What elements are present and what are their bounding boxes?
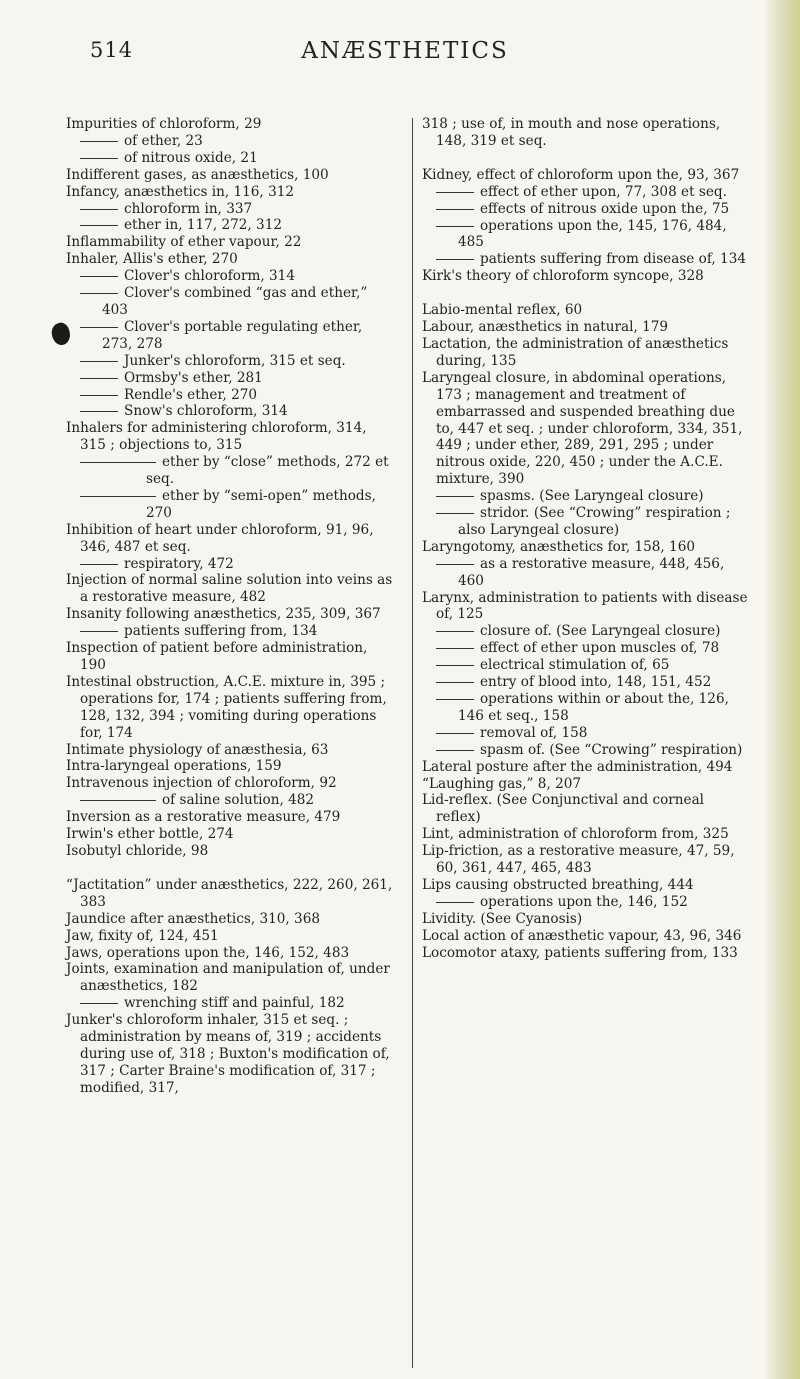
index-gap xyxy=(422,285,752,302)
index-entry xyxy=(66,792,396,809)
index-entry xyxy=(422,167,752,184)
index-entry-text: Inhibition of heart under chloroform, 91, 96, 346, 487 et seq. xyxy=(66,521,374,555)
index-entry-text: Clover's portable regulating ether, 273, 278 xyxy=(102,318,363,352)
index-entry-text: Inhaler, Allis's ether, 270 xyxy=(66,251,238,268)
index-entry-text: as a restorative measure, 448, 456, 460 xyxy=(458,555,725,589)
index-entry-text: Lint, administration of chloroform from, 325 xyxy=(422,826,729,843)
index-entry xyxy=(66,116,396,133)
index-entry-text: Laryngotomy, anæsthetics for, 158, 160 xyxy=(422,538,695,555)
repeat-dash xyxy=(80,462,156,463)
running-title: ANÆSTHETICS xyxy=(301,38,509,64)
index-entry xyxy=(66,454,396,488)
index-entry-text: electrical stimulation of, 65 xyxy=(480,657,670,674)
repeat-dash xyxy=(80,631,118,632)
index-entry-text: Larynx, administration to patients with disease of, 125 xyxy=(422,589,748,623)
index-entry xyxy=(66,826,396,843)
index-entry xyxy=(422,319,752,336)
repeat-dash xyxy=(80,158,118,159)
index-entry xyxy=(66,1012,396,1097)
index-entry-text: Insanity following anæsthetics, 235, 309, 367 xyxy=(66,606,381,623)
repeat-dash xyxy=(436,192,474,193)
index-entry-text: Lip-friction, as a restorative measure, 47, 59, 60, 361, 447, 465, 483 xyxy=(422,843,735,877)
index-entry xyxy=(66,809,396,826)
index-entry xyxy=(66,133,396,150)
index-entry xyxy=(66,251,396,268)
index-entry xyxy=(66,285,396,319)
index-entry-text: Local action of anæsthetic vapour, 43, 96, 346 xyxy=(422,927,742,944)
repeat-dash xyxy=(80,361,118,362)
index-entry xyxy=(422,590,752,624)
index-entry xyxy=(66,742,396,759)
index-entry-text: Laryngeal closure, in abdominal operations, 173 ; management and treatment of embarrassed and suspended breathing due to, 447 et seq. ; under chloroform, 334, 351, 449 ; under ether, 289, 291, 295 ; under nitrous oxide, 220, 450 ; under the A.C.E. mixture, 390 xyxy=(422,369,743,488)
index-entry-text: Locomotor ataxy, patients suffering from, 133 xyxy=(422,944,738,961)
page-edge xyxy=(766,0,800,1379)
repeat-dash xyxy=(436,733,474,734)
index-entry-text: Kidney, effect of chloroform upon the, 93, 367 xyxy=(422,166,740,183)
index-entry xyxy=(66,623,396,640)
index-entry xyxy=(66,403,396,420)
index-entry-text: effects of nitrous oxide upon the, 75 xyxy=(480,200,730,217)
index-entry xyxy=(422,218,752,252)
index-entry-text: Lips causing obstructed breathing, 444 xyxy=(422,876,694,893)
repeat-dash xyxy=(80,276,118,277)
index-entry-text: wrenching stiff and painful, 182 xyxy=(124,995,345,1012)
index-entry-text: operations upon the, 145, 176, 484, 485 xyxy=(458,217,727,251)
index-entry xyxy=(422,251,752,268)
index-entry-text: spasm of. (See “Crowing” respiration) xyxy=(480,741,743,758)
index-entry xyxy=(66,877,396,911)
index-entry xyxy=(66,640,396,674)
index-entry-text: Inversion as a restorative measure, 479 xyxy=(66,809,341,826)
index-entry xyxy=(66,945,396,962)
index-entry-text: Clover's chloroform, 314 xyxy=(124,268,295,285)
index-entry xyxy=(66,319,396,353)
index-entry xyxy=(422,894,752,911)
index-entry xyxy=(422,911,752,928)
index-entry-text: Rendle's ether, 270 xyxy=(124,386,258,403)
index-entry-text: Snow's chloroform, 314 xyxy=(124,403,288,420)
repeat-dash xyxy=(436,564,474,565)
repeat-dash xyxy=(436,496,474,497)
index-entry-text: Labio-mental reflex, 60 xyxy=(422,302,583,319)
repeat-dash xyxy=(80,293,118,294)
index-entry-text: Kirk's theory of chloroform syncope, 328 xyxy=(422,268,704,285)
index-entry-text: of nitrous oxide, 21 xyxy=(124,149,258,166)
index-entry xyxy=(66,674,396,742)
index-entry xyxy=(422,742,752,759)
index-entry xyxy=(66,961,396,995)
index-entry xyxy=(66,775,396,792)
index-entry xyxy=(66,268,396,285)
index-entry-text: Lateral posture after the administration, 494 xyxy=(422,758,733,775)
repeat-dash xyxy=(80,378,118,379)
repeat-dash xyxy=(436,648,474,649)
index-entry xyxy=(422,268,752,285)
index-entry-text: “Laughing gas,” 8, 207 xyxy=(422,775,582,792)
index-entry-text: Lividity. (See Cyanosis) xyxy=(422,910,583,927)
repeat-dash xyxy=(80,209,118,210)
index-entry xyxy=(66,572,396,606)
index-entry xyxy=(422,336,752,370)
index-gap xyxy=(422,150,752,167)
index-entry-text: closure of. (See Laryngeal closure) xyxy=(480,623,721,640)
index-entry-text: Inspection of patient before administration, 190 xyxy=(66,640,368,673)
index-entry-text: Inflammability of ether vapour, 22 xyxy=(66,234,302,251)
index-entry-text: of saline solution, 482 xyxy=(162,792,315,809)
index-entry-text: Irwin's ether bottle, 274 xyxy=(66,826,234,843)
index-entry-text: Clover's combined “gas and ether,” 403 xyxy=(102,285,368,318)
index-entry-text: respiratory, 472 xyxy=(124,555,234,572)
index-entry xyxy=(422,826,752,843)
repeat-dash xyxy=(436,631,474,632)
repeat-dash xyxy=(80,1003,118,1004)
index-entry-text: Intimate physiology of anæsthesia, 63 xyxy=(66,741,329,758)
index-entry-text: 318 ; use of, in mouth and nose operations, 148, 319 et seq. xyxy=(422,116,721,149)
index-entry xyxy=(422,116,752,150)
index-entry-text: Lid-reflex. (See Conjunctival and corneal reflex) xyxy=(422,792,705,826)
index-entry xyxy=(66,911,396,928)
index-entry xyxy=(66,556,396,573)
index-entry-text: Junker's chloroform, 315 et seq. xyxy=(124,352,346,369)
index-entry xyxy=(422,505,752,539)
index-entry-text: Ormsby's ether, 281 xyxy=(124,369,263,386)
index-entry xyxy=(66,758,396,775)
index-entry-text: patients suffering from, 134 xyxy=(124,623,318,640)
index-entry xyxy=(66,995,396,1012)
index-entry xyxy=(422,184,752,201)
index-entry xyxy=(66,353,396,370)
index-column-left xyxy=(66,116,396,1097)
index-entry xyxy=(422,488,752,505)
index-entry-text: ether by “close” methods, 272 et seq. xyxy=(146,454,389,488)
index-entry-text: of ether, 23 xyxy=(124,132,203,149)
repeat-dash xyxy=(80,411,118,412)
index-gap xyxy=(66,860,396,877)
index-entry xyxy=(66,387,396,404)
repeat-dash xyxy=(80,327,118,328)
index-entry-text: operations upon the, 146, 152 xyxy=(480,893,688,910)
index-entry-text: effect of ether upon, 77, 308 et seq. xyxy=(480,183,727,200)
index-entry-text: patients suffering from disease of, 134 xyxy=(480,251,746,268)
index-entry-text: Junker's chloroform inhaler, 315 et seq. ; administration by means of, 319 ; accidents during use of, 318 ; Buxton's modification of, 317 ; Carter Braine's modification of, 317 ; modified, 317, xyxy=(66,1012,390,1096)
index-entry-text: stridor. (See “Crowing” respiration ; also Laryngeal closure) xyxy=(458,505,731,538)
index-entry xyxy=(66,843,396,860)
index-entry xyxy=(66,217,396,234)
page-header xyxy=(90,38,720,78)
index-entry xyxy=(66,370,396,387)
index-entry-text: Impurities of chloroform, 29 xyxy=(66,116,262,132)
repeat-dash xyxy=(436,226,474,227)
repeat-dash xyxy=(80,800,156,801)
index-entry-text: Injection of normal saline solution into veins as a restorative measure, 482 xyxy=(66,572,393,606)
index-entry xyxy=(66,420,396,454)
index-entry xyxy=(422,674,752,691)
index-entry xyxy=(66,167,396,184)
index-entry xyxy=(66,488,396,522)
index-entry xyxy=(422,759,752,776)
index-entry xyxy=(422,556,752,590)
index-entry xyxy=(422,792,752,826)
index-column-right xyxy=(422,116,752,962)
index-entry-text: Indifferent gases, as anæsthetics, 100 xyxy=(66,166,329,183)
index-entry-text: Intestinal obstruction, A.C.E. mixture in, 395 ; operations for, 174 ; patients suffering from, 128, 132, 394 ; vomiting during operations for, 174 xyxy=(66,673,387,741)
index-entry xyxy=(422,877,752,894)
repeat-dash xyxy=(436,682,474,683)
index-entry xyxy=(422,302,752,319)
index-entry xyxy=(422,945,752,962)
index-entry xyxy=(66,522,396,556)
index-entry-text: Joints, examination and manipulation of, under anæsthetics, 182 xyxy=(66,961,390,995)
repeat-dash xyxy=(436,902,474,903)
index-entry xyxy=(422,657,752,674)
index-entry xyxy=(422,725,752,742)
index-entry-text: removal of, 158 xyxy=(480,724,588,741)
index-entry xyxy=(422,928,752,945)
index-entry xyxy=(422,201,752,218)
repeat-dash xyxy=(80,141,118,142)
index-entry xyxy=(66,928,396,945)
index-entry xyxy=(422,776,752,793)
index-entry xyxy=(66,150,396,167)
index-entry xyxy=(422,691,752,725)
index-entry xyxy=(422,623,752,640)
index-entry-text: Isobutyl chloride, 98 xyxy=(66,842,209,859)
index-entry-text: Jaws, operations upon the, 146, 152, 483 xyxy=(66,944,350,961)
index-entry xyxy=(422,843,752,877)
index-entry xyxy=(66,184,396,201)
repeat-dash xyxy=(436,699,474,700)
index-entry-text: Jaw, fixity of, 124, 451 xyxy=(66,927,219,944)
index-entry-text: operations within or about the, 126, 146 et seq., 158 xyxy=(458,691,729,724)
index-entry xyxy=(422,370,752,488)
index-entry-text: Lactation, the administration of anæsthetics during, 135 xyxy=(422,335,729,369)
repeat-dash xyxy=(436,665,474,666)
index-entry xyxy=(422,640,752,657)
index-entry-text: ether in, 117, 272, 312 xyxy=(124,217,282,234)
index-entry xyxy=(66,201,396,218)
index-entry-text: Labour, anæsthetics in natural, 179 xyxy=(422,319,669,336)
index-entry-text: Infancy, anæsthetics in, 116, 312 xyxy=(66,183,295,200)
page-number: 514 xyxy=(90,38,134,62)
repeat-dash xyxy=(80,496,156,497)
index-entry-text: effect of ether upon muscles of, 78 xyxy=(480,640,720,657)
index-entry-text: Inhalers for administering chloroform, 314, 315 ; objections to, 315 xyxy=(66,420,367,454)
repeat-dash xyxy=(436,259,474,260)
repeat-dash xyxy=(80,225,118,226)
repeat-dash xyxy=(436,513,474,514)
column-divider xyxy=(412,118,413,1368)
index-entry xyxy=(66,606,396,623)
repeat-dash xyxy=(436,750,474,751)
index-entry-text: Intravenous injection of chloroform, 92 xyxy=(66,775,337,792)
index-entry-text: chloroform in, 337 xyxy=(124,200,253,217)
index-entry xyxy=(66,234,396,251)
index-entry-text: entry of blood into, 148, 151, 452 xyxy=(480,674,712,691)
repeat-dash xyxy=(80,564,118,565)
index-entry-text: ether by “semi-open” methods, 270 xyxy=(146,487,376,521)
index-entry-text: Jaundice after anæsthetics, 310, 368 xyxy=(66,910,321,927)
repeat-dash xyxy=(80,395,118,396)
index-entry-text: “Jactitation” under anæsthetics, 222, 260, 261, 383 xyxy=(66,876,393,910)
index-entry xyxy=(422,539,752,556)
index-entry-text: spasms. (See Laryngeal closure) xyxy=(480,488,704,505)
index-entry-text: Intra-laryngeal operations, 159 xyxy=(66,758,282,775)
repeat-dash xyxy=(436,209,474,210)
